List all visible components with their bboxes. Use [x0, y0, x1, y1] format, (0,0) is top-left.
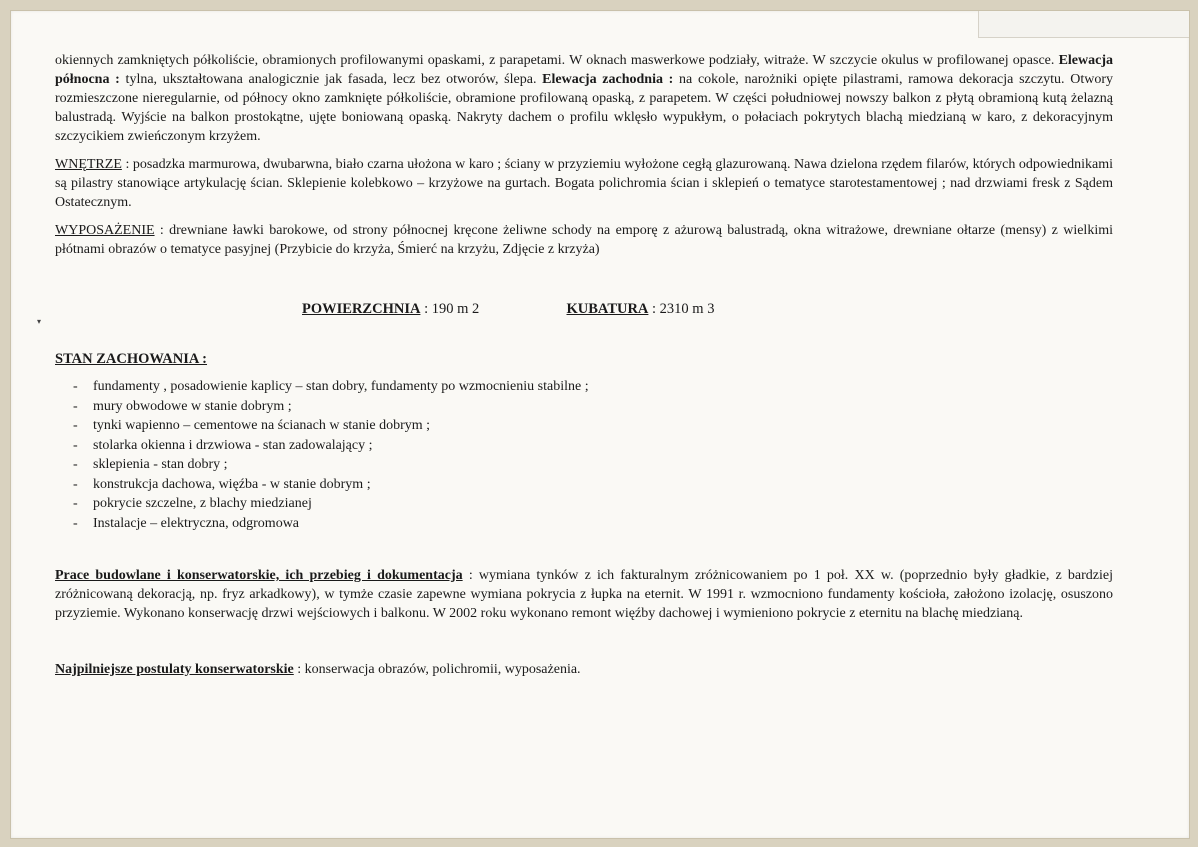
measurements-line: [55, 300, 1113, 319]
list-item: - sklepienia - stan dobry ;: [73, 455, 1113, 475]
interior-paragraph: [55, 155, 1113, 212]
elevations-paragraph: [55, 51, 1113, 146]
furnishing-paragraph: [55, 221, 1113, 259]
west-elevation-label: Elewacja zachodnia :: [542, 72, 674, 87]
list-item: - konstrukcja dachowa, więźba - w stanie dobrym ;: [73, 475, 1113, 495]
north-elevation-label: Elewacja północna :: [55, 53, 1113, 87]
west-elevation-text: na cokole, narożniki opięte pilastrami, ramowa dekoracja szczytu. Otwory rozmieszczone nieregularnie, od północy okno zamknięte półkoliście, obramione profilowaną opaską, z parapetem. W części południowej nowszy balkon z płytą obramioną kutą żelazną balustradą. Wyjście na balkon prostokątne, ujęte boniowaną opaską. Nakryty dachem o profilu wklęsło wypukłym, o połaciach pokrytych blachą miedzianą w karo, z dekoracyjnym szczycikiem zwieńczonym krzyżem.: [55, 72, 1114, 144]
document-page: [10, 10, 1190, 839]
volume-value: : 2310 m 3: [648, 301, 715, 317]
document-body: [55, 51, 1113, 679]
area-label: POWIERZCHNIA: [302, 301, 421, 317]
elevation-text: okiennych zamkniętych półkoliście, obramionych profilowanymi opaskami, z parapetami. W oknach maswerkowe podziały, witraże. W szczycie okulus w profilowanej opasce.: [55, 53, 1059, 68]
furnishing-label: WYPOSAŻENIE: [55, 223, 155, 238]
list-item: - fundamenty , posadowienie kaplicy – stan dobry, fundamenty po wzmocnieniu stabilne ;: [73, 377, 1113, 397]
list-item: - pokrycie szczelne, z blachy miedzianej: [73, 494, 1113, 514]
paper-tab: [978, 11, 1189, 38]
works-label: Prace budowlane i konserwatorskie, ich przebieg i dokumentacja: [55, 568, 463, 583]
list-item: - mury obwodowe w stanie dobrym ;: [73, 397, 1113, 417]
urgent-paragraph: [55, 660, 1113, 679]
stray-mark: ▾: [37, 317, 42, 326]
area-value: : 190 m 2: [420, 301, 480, 317]
works-text: : wymiana tynków z ich fakturalnym zróżnicowaniem po 1 poł. XX w. (poprzednio były gładkie, z bardziej zróżnicowaną dekoracją, np. fryz arkadkowy), w tymże czasie zapewne wymiana pokrycia z łupka na eternit. W 1991 r. wzmocniono fundamenty kościoła, założono izolację, osuszono przyziemie. Wykonano konserwację drzwi wejściowych i balkonu. W 2002 roku wykonano remont więźby dachowej i wymieniono pokrycie z eternitu na blachę miedzianą.: [55, 568, 1113, 621]
interior-label: WNĘTRZE: [55, 157, 122, 172]
interior-text: : posadzka marmurowa, dwubarwna, biało czarna ułożona w karo ; ściany w przyziemiu wyłożone cegłą glazurowaną. Nawa dzielona rzędem filarów, których odpowiednikami są pilastry stanowiące artykulację ścian. Sklepienie kolebkowo – krzyżowe na gurtach. Bogata polichromia ścian i sklepień o tematyce starotestamentowej ; nad drzwiami fresk z Sądem Ostatecznym.: [55, 157, 1113, 210]
north-elevation-text: tylna, ukształtowana analogicznie jak fasada, lecz bez otworów, ślepa.: [119, 72, 543, 87]
urgent-text: : konserwacja obrazów, polichromii, wyposażenia.: [293, 662, 581, 677]
furnishing-text: : drewniane ławki barokowe, od strony północnej kręcone żeliwne schody na emporę z ażurową balustradą, okna witrażowe, drewniane ołtarze (mensy) z wielkimi płótnami obrazów o tematyce pasyjnej (Przybicie do krzyża, Śmierć na krzyżu, Zdjęcie z krzyża): [55, 223, 1113, 257]
volume-label: KUBATURA: [566, 301, 649, 317]
list-item: - tynki wapienno – cementowe na ścianach w stanie dobrym ;: [73, 416, 1113, 436]
condition-heading: STAN ZACHOWANIA :: [55, 351, 208, 367]
works-paragraph: [55, 566, 1113, 623]
list-item: - stolarka okienna i drzwiowa - stan zadowalający ;: [73, 436, 1113, 456]
urgent-label: Najpilniejsze postulaty konserwatorskie: [55, 662, 294, 677]
condition-list: [55, 377, 1113, 533]
list-item: - Instalacje – elektryczna, odgromowa: [73, 514, 1113, 534]
